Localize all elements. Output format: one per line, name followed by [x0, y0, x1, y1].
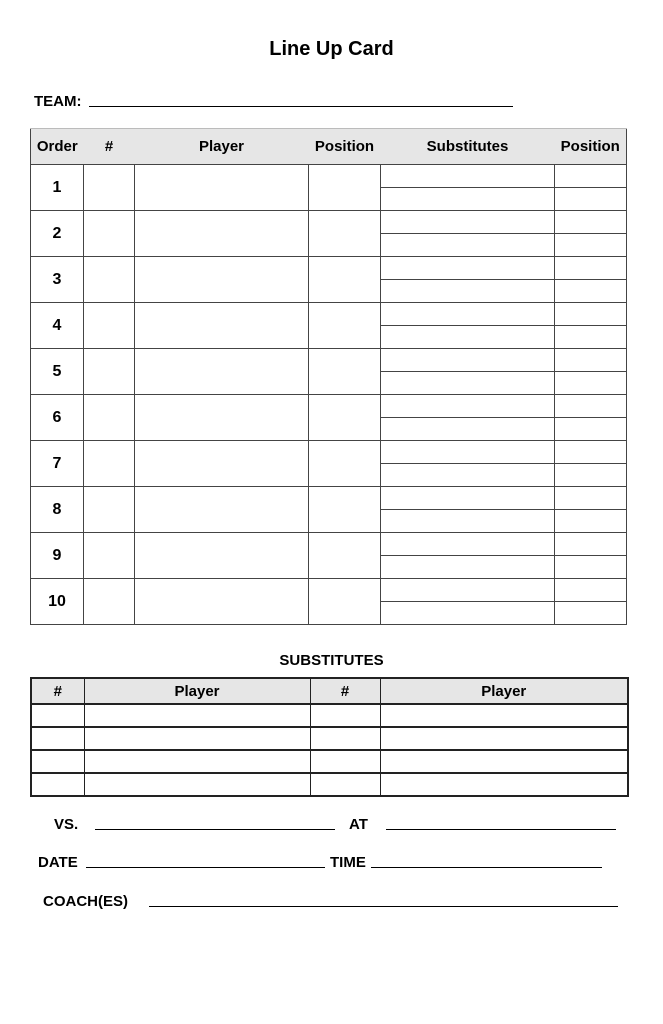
sub-player-cell[interactable] [84, 727, 310, 750]
subs-header-player-2: Player [380, 678, 628, 704]
lineup-row [31, 579, 627, 625]
lineup-row [31, 211, 627, 257]
substitutes-cell[interactable] [381, 395, 555, 441]
sub-number-cell[interactable] [31, 727, 84, 750]
team-label: TEAM: [34, 93, 82, 110]
number-cell[interactable] [84, 349, 135, 395]
sub-position-cell[interactable] [555, 441, 627, 487]
player-cell[interactable] [135, 349, 309, 395]
order-cell: 10 [31, 579, 84, 625]
substitutes-row [31, 773, 628, 796]
header-order: Order [31, 129, 84, 165]
date-label: DATE [38, 854, 78, 871]
lineup-row [31, 165, 627, 211]
sub-position-cell[interactable] [555, 165, 627, 211]
order-cell: 5 [31, 349, 84, 395]
number-cell[interactable] [84, 211, 135, 257]
sub-player-cell-2[interactable] [380, 750, 628, 773]
substitutes-cell[interactable] [381, 533, 555, 579]
substitutes-cell[interactable] [381, 487, 555, 533]
player-cell[interactable] [135, 257, 309, 303]
position-cell[interactable] [309, 533, 381, 579]
substitutes-row [31, 750, 628, 773]
lineup-row [31, 441, 627, 487]
order-cell: 8 [31, 487, 84, 533]
subs-header-player: Player [84, 678, 310, 704]
substitute-line[interactable] [381, 211, 554, 234]
number-cell[interactable] [84, 533, 135, 579]
order-cell: 6 [31, 395, 84, 441]
substitutes-cell[interactable] [381, 257, 555, 303]
number-cell[interactable] [84, 395, 135, 441]
header-substitutes: Substitutes [381, 129, 555, 165]
substitutes-title: SUBSTITUTES [279, 652, 384, 669]
date-field[interactable] [86, 867, 325, 868]
number-cell[interactable] [84, 579, 135, 625]
player-cell[interactable] [135, 487, 309, 533]
number-cell[interactable] [84, 257, 135, 303]
substitutes-cell[interactable] [381, 441, 555, 487]
substitutes-cell[interactable] [381, 349, 555, 395]
substitute-line[interactable] [381, 349, 554, 372]
sub-number-cell[interactable] [31, 704, 84, 727]
order-cell: 9 [31, 533, 84, 579]
lineup-row [31, 257, 627, 303]
sub-number-cell[interactable] [31, 773, 84, 796]
sub-position-line[interactable] [555, 533, 626, 556]
player-cell[interactable] [135, 533, 309, 579]
lineup-row [31, 395, 627, 441]
position-cell[interactable] [309, 395, 381, 441]
sub-position-line[interactable] [555, 395, 626, 418]
sub-number-cell[interactable] [31, 750, 84, 773]
header-position: Position [309, 129, 381, 165]
sub-player-cell[interactable] [84, 704, 310, 727]
coach-label: COACH(ES) [43, 893, 128, 910]
sub-position-line[interactable] [555, 165, 626, 188]
substitute-line[interactable] [381, 395, 554, 418]
sub-number-cell-2[interactable] [310, 704, 380, 727]
page-title: Line Up Card [269, 38, 394, 60]
substitutes-cell[interactable] [381, 211, 555, 257]
substitutes-cell[interactable] [381, 303, 555, 349]
player-cell[interactable] [135, 165, 309, 211]
player-cell[interactable] [135, 211, 309, 257]
number-cell[interactable] [84, 165, 135, 211]
sub-position-line[interactable] [555, 487, 626, 510]
substitute-line[interactable] [381, 533, 554, 556]
sub-position-line[interactable] [555, 349, 626, 372]
player-cell[interactable] [135, 579, 309, 625]
sub-position-line[interactable] [555, 257, 626, 280]
sub-player-cell-2[interactable] [380, 727, 628, 750]
sub-number-cell-2[interactable] [310, 727, 380, 750]
substitutes-cell[interactable] [381, 165, 555, 211]
vs-field[interactable] [95, 829, 335, 830]
order-cell: 7 [31, 441, 84, 487]
sub-player-cell-2[interactable] [380, 704, 628, 727]
substitutes-header-row [31, 678, 628, 704]
number-cell[interactable] [84, 487, 135, 533]
at-field[interactable] [386, 829, 616, 830]
order-cell: 3 [31, 257, 84, 303]
sub-position-cell[interactable] [555, 487, 627, 533]
player-cell[interactable] [135, 441, 309, 487]
sub-number-cell-2[interactable] [310, 750, 380, 773]
sub-number-cell-2[interactable] [310, 773, 380, 796]
position-cell[interactable] [309, 487, 381, 533]
position-cell[interactable] [309, 579, 381, 625]
position-cell[interactable] [309, 211, 381, 257]
number-cell[interactable] [84, 441, 135, 487]
at-label: AT [349, 816, 368, 833]
position-cell[interactable] [309, 441, 381, 487]
sub-position-cell[interactable] [555, 303, 627, 349]
lineup-row [31, 487, 627, 533]
sub-player-cell[interactable] [84, 773, 310, 796]
sub-position-cell[interactable] [555, 395, 627, 441]
position-cell[interactable] [309, 165, 381, 211]
vs-label: VS. [54, 816, 79, 833]
subs-header-number-2: # [310, 678, 380, 704]
order-cell: 4 [31, 303, 84, 349]
substitute-line[interactable] [381, 257, 554, 280]
sub-position-line[interactable] [555, 579, 626, 602]
player-cell[interactable] [135, 395, 309, 441]
order-cell: 1 [31, 165, 84, 211]
substitutes-cell[interactable] [381, 579, 555, 625]
sub-position-line[interactable] [555, 303, 626, 326]
sub-position-cell[interactable] [555, 579, 627, 625]
substitute-line[interactable] [381, 165, 554, 188]
sub-player-cell-2[interactable] [380, 773, 628, 796]
subs-header-number: # [31, 678, 84, 704]
sub-position-cell[interactable] [555, 211, 627, 257]
substitutes-table [30, 677, 629, 797]
position-cell[interactable] [309, 257, 381, 303]
lineup-row [31, 349, 627, 395]
lineup-header-row [31, 129, 627, 165]
header-player: Player [135, 129, 309, 165]
sub-position-cell[interactable] [555, 349, 627, 395]
lineup-row [31, 303, 627, 349]
substitute-line[interactable] [381, 303, 554, 326]
sub-position-cell[interactable] [555, 257, 627, 303]
order-cell: 2 [31, 211, 84, 257]
sub-position-cell[interactable] [555, 533, 627, 579]
header-number: # [84, 129, 135, 165]
sub-position-line[interactable] [555, 211, 626, 234]
lineup-row [31, 533, 627, 579]
number-cell[interactable] [84, 303, 135, 349]
header-sub-position: Position [555, 129, 627, 165]
player-cell[interactable] [135, 303, 309, 349]
substitutes-row [31, 727, 628, 750]
team-field[interactable] [89, 106, 513, 107]
substitutes-row [31, 704, 628, 727]
time-field[interactable] [371, 867, 602, 868]
time-label: TIME [330, 854, 366, 871]
sub-player-cell[interactable] [84, 750, 310, 773]
position-cell[interactable] [309, 303, 381, 349]
substitute-line[interactable] [381, 579, 554, 602]
coach-field[interactable] [149, 906, 618, 907]
substitute-line[interactable] [381, 441, 554, 464]
position-cell[interactable] [309, 349, 381, 395]
sub-position-line[interactable] [555, 441, 626, 464]
substitute-line[interactable] [381, 487, 554, 510]
lineup-table [30, 128, 627, 625]
